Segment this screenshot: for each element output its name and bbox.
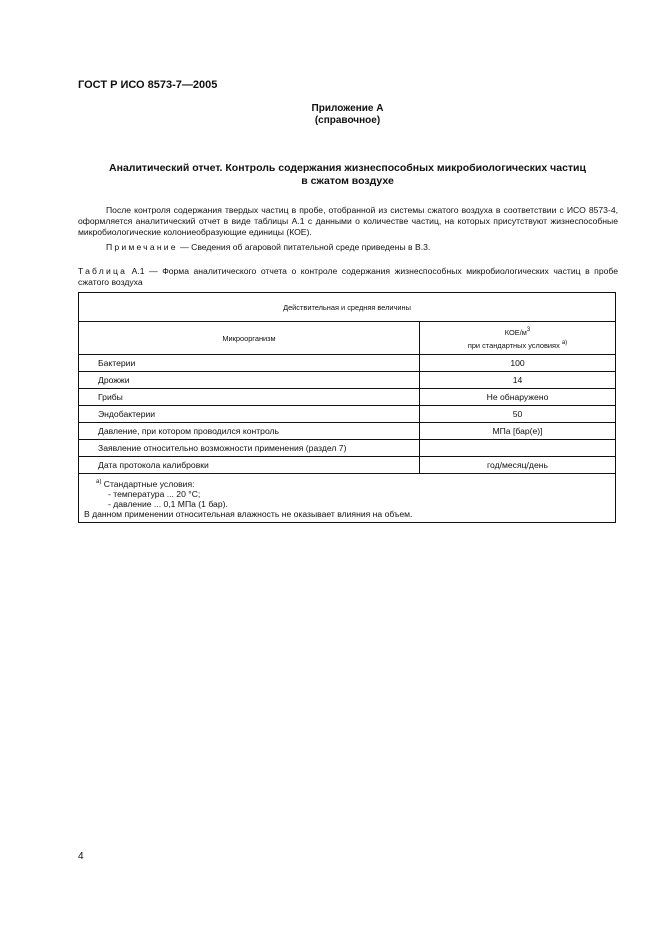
table-row bbox=[79, 440, 616, 457]
row-value: 50 bbox=[420, 406, 616, 423]
row-name: Дрожжи bbox=[79, 372, 420, 389]
column-header-row bbox=[79, 322, 616, 355]
row-name: Давление, при котором проводился контроль bbox=[79, 423, 420, 440]
note-label: Примечание bbox=[106, 242, 178, 252]
row-value bbox=[420, 440, 616, 457]
standard-code: ГОСТ Р ИСО 8573-7—2005 bbox=[78, 79, 218, 91]
table-row bbox=[79, 423, 616, 440]
row-value: МПа [бар(е)] bbox=[420, 423, 616, 440]
table-row bbox=[79, 457, 616, 474]
row-value: 14 bbox=[420, 372, 616, 389]
table-footnote-row bbox=[79, 474, 616, 523]
note bbox=[78, 242, 618, 253]
footnote-title: Стандартные условия: bbox=[101, 479, 195, 489]
table-header: Действительная и средняя величины bbox=[79, 293, 616, 322]
table-row bbox=[79, 406, 616, 423]
table-caption-label: Таблица bbox=[78, 266, 128, 276]
column-header-cfu bbox=[420, 322, 616, 355]
row-value: год/месяц/день bbox=[420, 457, 616, 474]
annex-subtitle: (справочное) bbox=[314, 115, 381, 126]
footnote-ref: a) bbox=[96, 479, 102, 485]
table-row bbox=[79, 355, 616, 372]
page-number: 4 bbox=[78, 851, 84, 862]
row-name: Эндобактерии bbox=[79, 406, 420, 423]
report-title-line1: Аналитический отчет. Контроль содержания жизнеспособных микробиологических частиц bbox=[109, 162, 586, 174]
annex-title: Приложение А bbox=[311, 103, 384, 114]
table-header-row bbox=[79, 293, 616, 322]
column-header-microorganism: Микроорганизм bbox=[79, 322, 420, 355]
intro-paragraph: После контроля содержания твердых частиц в пробе, отобранной из системы сжатого воздуха в соответствии с ИСО 8573-4, оформляется аналитический отчет в виде таблицы А.1 с данными о количестве частиц, на которых присутствуют жизнеспособные микробиологические колониеобразующие единицы (КОЕ). bbox=[78, 205, 618, 237]
row-name: Бактерии bbox=[79, 355, 420, 372]
table-footnote bbox=[79, 474, 616, 523]
footnote-line bbox=[96, 477, 611, 489]
row-value: 100 bbox=[420, 355, 616, 372]
table-caption bbox=[78, 266, 618, 288]
row-name: Заявление относительно возможности применения (раздел 7) bbox=[79, 440, 420, 457]
row-name: Грибы bbox=[79, 389, 420, 406]
row-value: Не обнаружено bbox=[420, 389, 616, 406]
table-row bbox=[79, 372, 616, 389]
table-row bbox=[79, 389, 616, 406]
report-title-line2: в сжатом воздухе bbox=[301, 175, 394, 187]
cfu-unit-exponent: 3 bbox=[526, 327, 531, 333]
table-caption-text: А.1 — Форма аналитического отчета о контроле содержания жизнеспособных микробиологических частиц в пробе сжатого воздуха bbox=[78, 266, 618, 287]
row-name: Дата протокола калибровки bbox=[79, 457, 420, 474]
cfu-footnote-ref: a) bbox=[561, 340, 568, 346]
report-table bbox=[78, 292, 616, 523]
footnote-line: - температура ... 20 °С; bbox=[108, 489, 201, 499]
footnote-line: - давление ... 0,1 МПа (1 бар). bbox=[108, 499, 228, 509]
note-text: — Сведения об агаровой питательной среде приведены в В.3. bbox=[177, 242, 431, 252]
footnote-line: В данном применении относительная влажность не оказывает влияния на объем. bbox=[84, 509, 413, 519]
cfu-conditions: при стандартных условиях bbox=[467, 341, 560, 350]
cfu-unit: КОЕ/м bbox=[504, 328, 527, 337]
